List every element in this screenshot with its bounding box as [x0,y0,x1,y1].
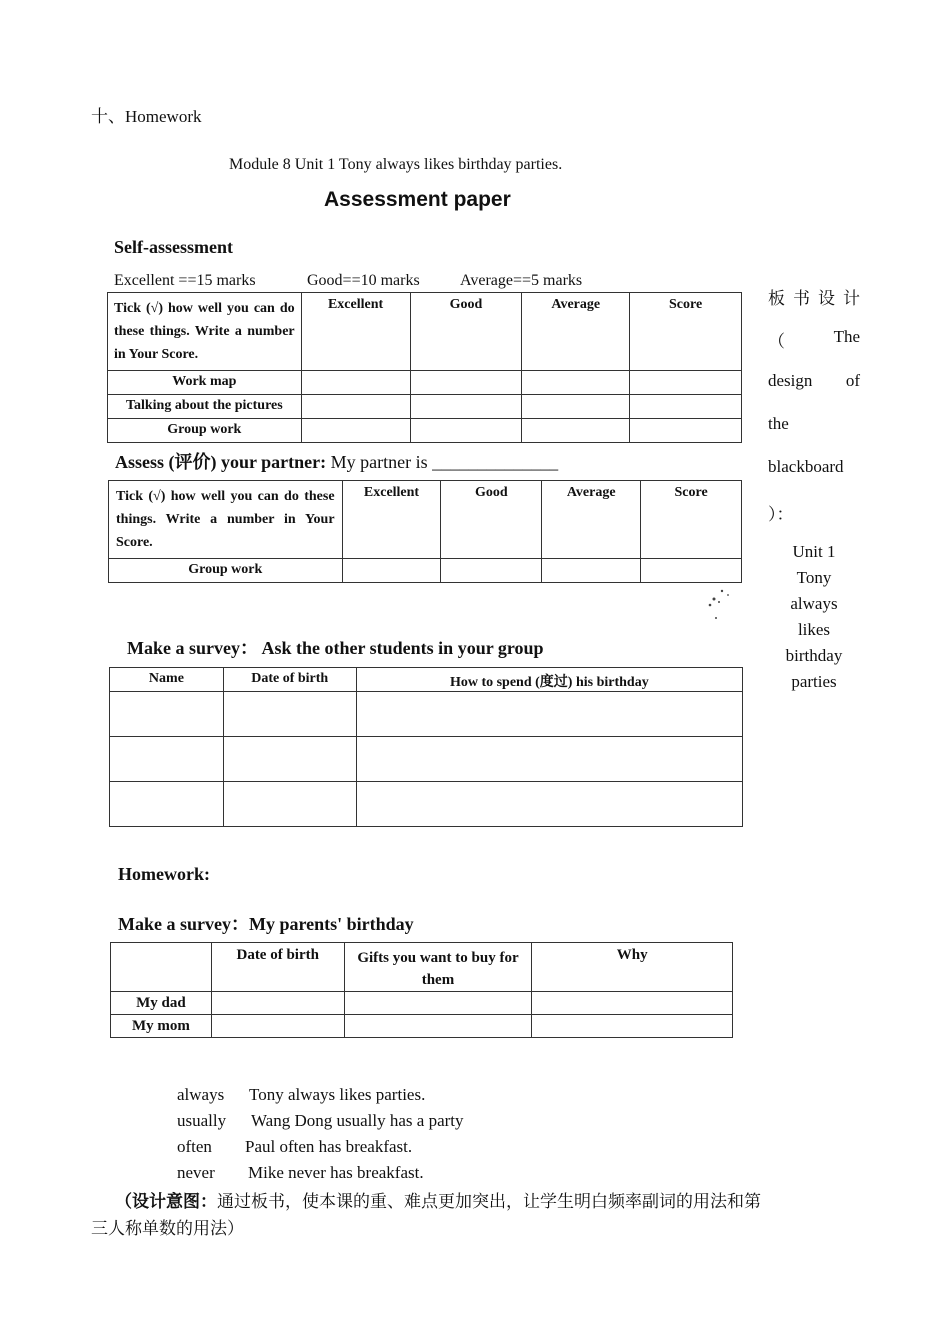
table-header-row [109,481,742,559]
word-list-item [177,1085,425,1105]
table-cell [542,559,641,583]
table-row [108,395,742,419]
table-cell [301,371,410,395]
design-intent-text: 三人称单数的用法） [91,1219,244,1238]
row-label: My mom [111,1015,212,1038]
word-list-item [177,1163,424,1183]
table-row [110,692,743,737]
table-row [109,559,742,583]
board-title-line: Tony [796,568,832,587]
word-list-item [177,1111,464,1131]
board-title-line: Unit 1 [792,542,836,561]
self-assessment-heading: Self-assessment [114,237,233,257]
partner-heading-label: Assess (评价) your partner: [115,452,327,472]
marks-good: Good==10 marks [307,272,420,289]
self-assessment-table [107,292,742,443]
board-label-line [768,371,860,391]
self-instruction: Tick (√) how well you can do these things. Write a number in Your Score. [108,293,302,371]
table-cell [356,782,742,827]
table-cell [342,559,441,583]
section-heading: 十、Homework [91,107,202,126]
table-cell [344,1015,532,1038]
board-label-word: blackboard [768,457,844,476]
column-header: Average [522,293,630,371]
table-cell [344,992,532,1015]
board-label-word: design [768,371,813,390]
board-title-line: parties [791,672,837,691]
row-label: Talking about the pictures [108,395,302,419]
example-sentence: Tony always likes parties. [249,1085,426,1104]
board-label-line [768,327,860,352]
table-cell [410,371,522,395]
board-label-chinese [768,284,860,309]
table-cell [630,395,742,419]
partner-assessment-table [108,480,742,583]
table-row [110,782,743,827]
table-row [110,737,743,782]
board-label-char: 书 [793,289,810,308]
table-cell [532,1015,733,1038]
table-cell [522,395,630,419]
column-header: Date of birth [211,943,344,992]
table-cell [110,782,224,827]
table-cell [356,692,742,737]
row-label: My dad [111,992,212,1015]
table-cell [110,692,224,737]
survey-table [109,667,743,827]
table-cell [522,419,630,443]
example-sentence: Mike never has breakfast. [248,1163,424,1182]
adverb-word: usually [177,1111,227,1130]
table-cell [410,419,522,443]
column-header: Average [542,481,641,559]
column-header: Good [410,293,522,371]
partner-name-line: My partner is ______________ [330,452,559,472]
partner-heading [115,448,558,474]
homework-survey-heading: Make a survey：My parents' birthday [118,914,414,934]
column-header: How to spend (度过) his birthday [356,668,742,692]
board-label-paren: ）： [768,505,794,524]
board-title-line: likes [797,620,831,639]
board-label-char: 计 [843,289,860,308]
table-cell [301,419,410,443]
paper-title: Assessment paper [324,188,511,211]
marks-excellent: Excellent ==15 marks [114,272,256,289]
table-cell [223,782,356,827]
row-label: Group work [109,559,343,583]
table-cell [641,559,742,583]
table-cell [532,992,733,1015]
column-header: Excellent [301,293,410,371]
column-header: Name [110,668,224,692]
row-label: Work map [108,371,302,395]
table-cell [630,419,742,443]
board-label-word: The [833,327,860,346]
board-label-char: 设 [818,289,835,308]
column-header: Score [630,293,742,371]
table-header-row [110,668,743,692]
column-header [111,943,212,992]
design-intent-text: 通过板书，使本课的重、难点更加突出，让学生明白频率副词的用法和第 [217,1192,761,1211]
table-cell [441,559,542,583]
homework-table [110,942,733,1038]
design-intent-label: （设计意图： [115,1192,217,1211]
column-header: Date of birth [223,668,356,692]
example-sentence: Paul often has breakfast. [245,1137,413,1156]
table-row [111,992,733,1015]
board-label-char: 板 [768,289,785,308]
table-header-row [111,943,733,992]
table-cell [410,395,522,419]
table-row [111,1015,733,1038]
board-title [768,539,860,695]
board-label-word: the [768,414,789,433]
table-cell [301,395,410,419]
marks-average: Average==5 marks [460,272,583,289]
partner-instruction: Tick (√) how well you can do these things. Write a number in Your Score. [109,481,343,559]
example-sentence: Wang Dong usually has a party [251,1111,464,1130]
table-cell [223,737,356,782]
word-list-item [177,1137,412,1157]
column-header: Why [532,943,733,992]
column-header: Excellent [342,481,441,559]
board-label-word: of [845,371,860,390]
table-cell [630,371,742,395]
column-header: Score [641,481,742,559]
column-header: Good [441,481,542,559]
table-cell [110,737,224,782]
board-title-line: always [790,594,838,613]
scan-speck-decoration [700,585,740,625]
table-row [108,371,742,395]
table-cell [223,692,356,737]
table-row [108,419,742,443]
survey-heading: Make a survey： Ask the other students in your group [127,638,544,658]
module-line: Module 8 Unit 1 Tony always likes birthday parties. [229,156,563,173]
table-cell [211,992,344,1015]
homework-heading: Homework: [118,864,210,884]
column-header: Gifts you want to buy for them [344,943,532,992]
adverb-word: always [177,1085,225,1104]
table-cell [356,737,742,782]
table-cell [522,371,630,395]
board-label-paren: （ [768,332,785,351]
table-cell [211,1015,344,1038]
table-header-row [108,293,742,371]
design-intent [91,1188,861,1242]
adverb-word: never [177,1163,215,1182]
row-label: Group work [108,419,302,443]
board-title-line: birthday [785,646,843,665]
adverb-word: often [177,1137,212,1156]
